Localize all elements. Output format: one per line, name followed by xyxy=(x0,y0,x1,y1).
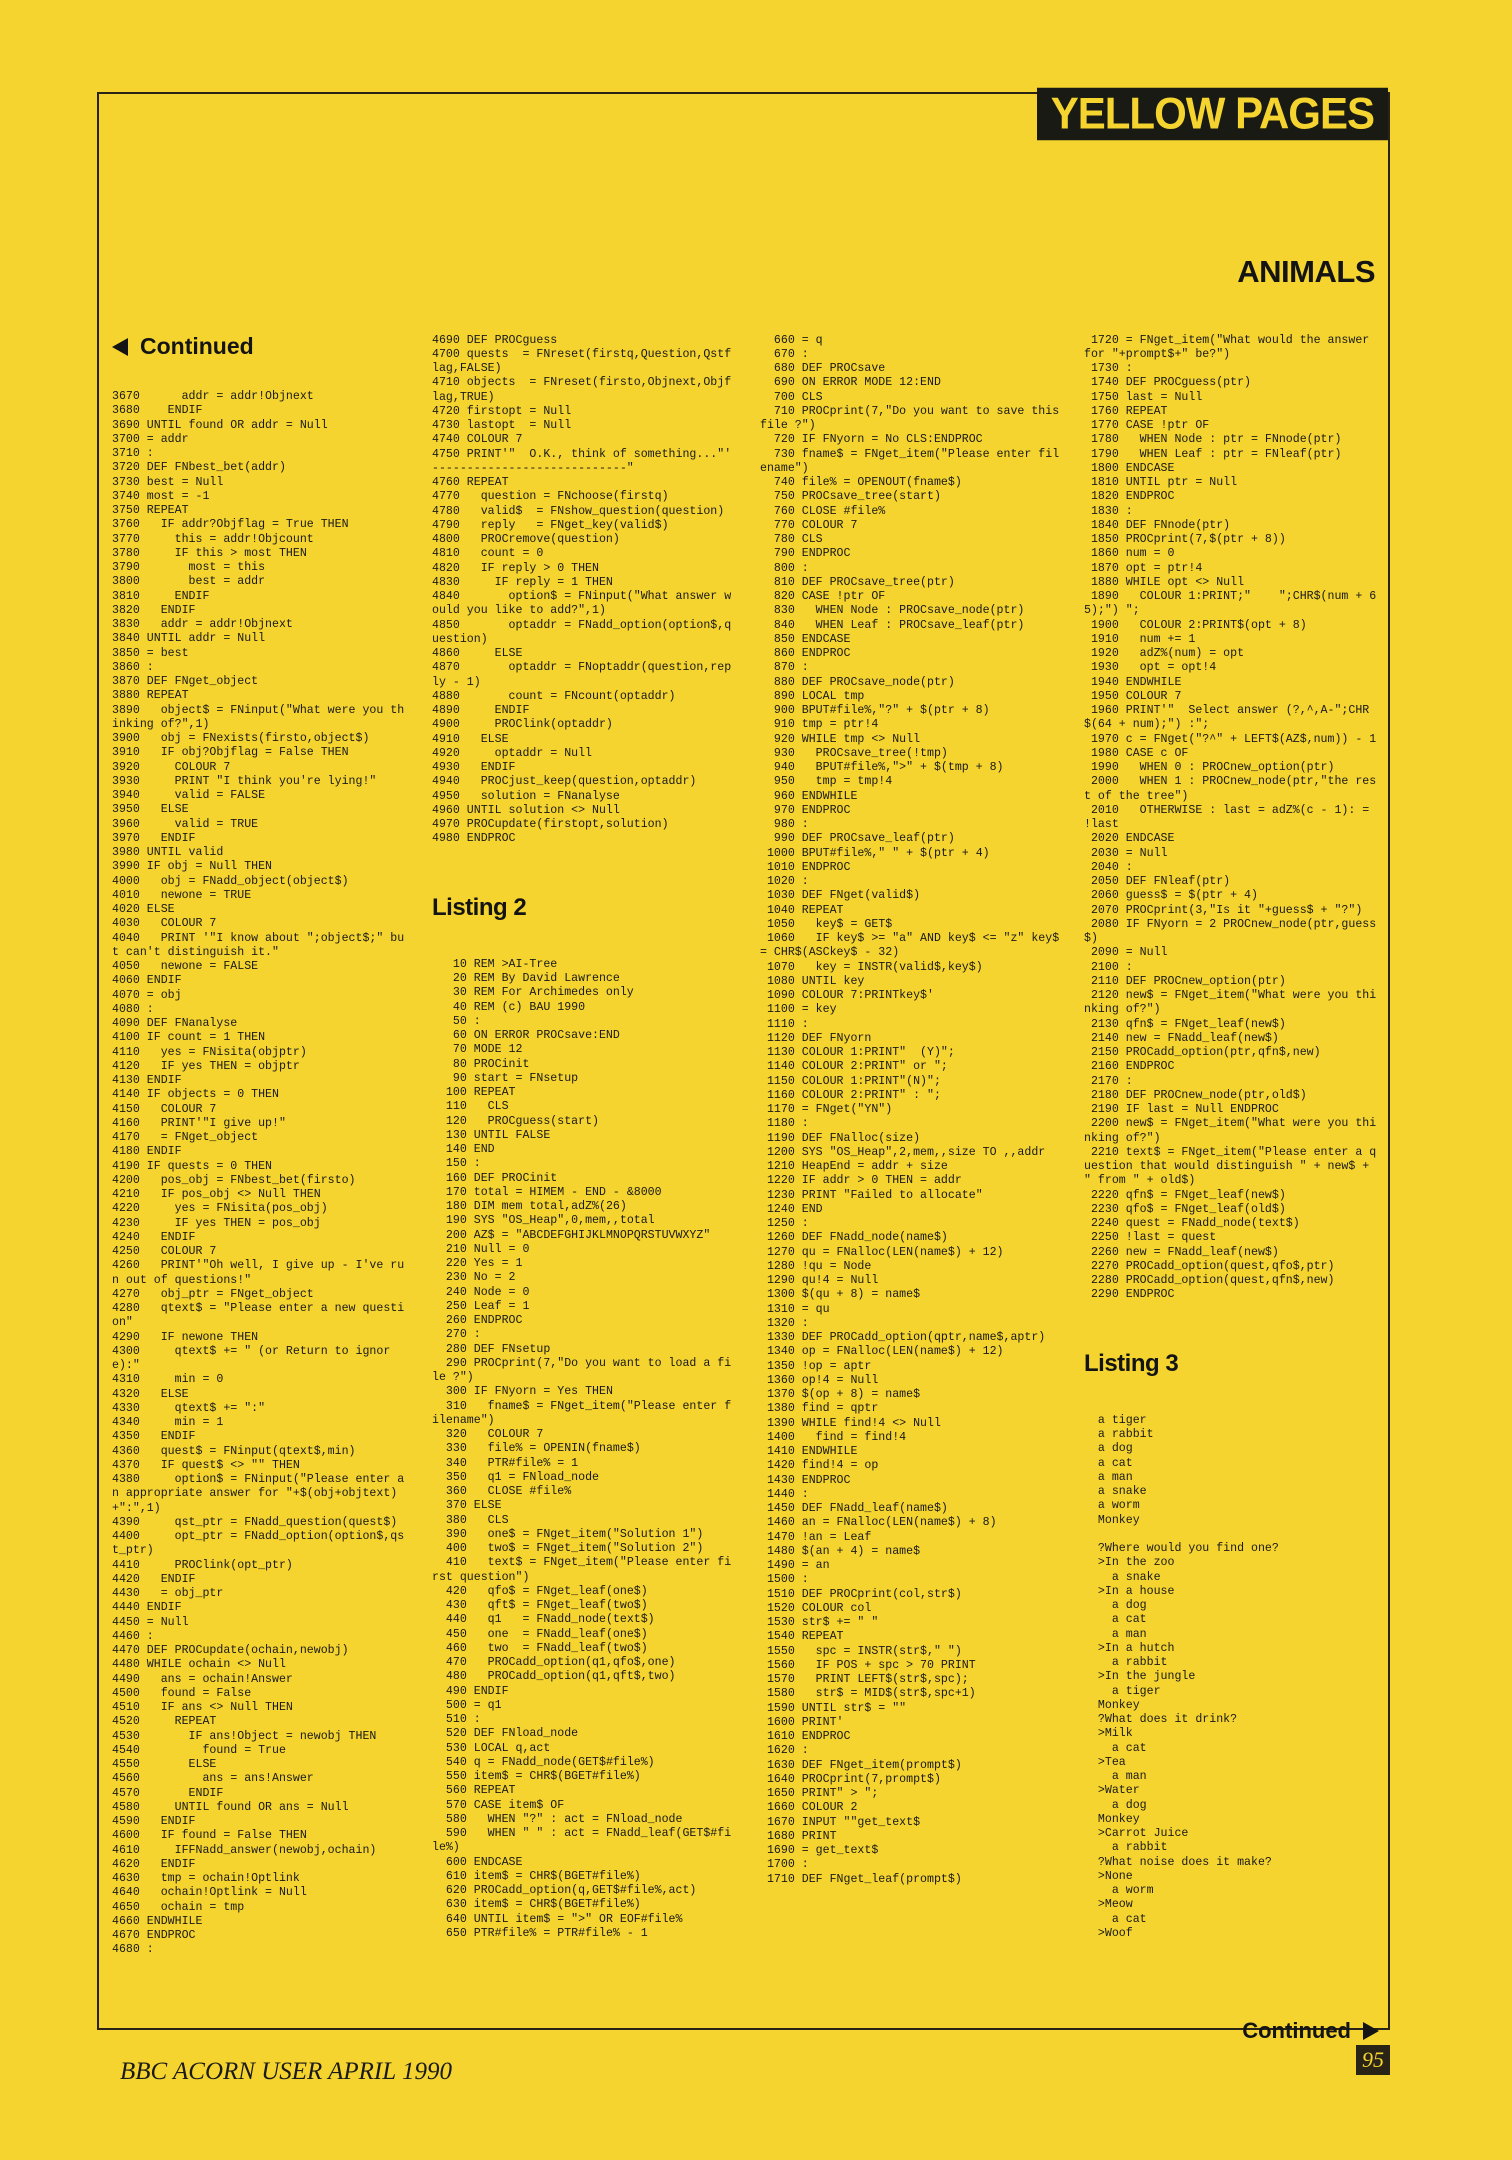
yellow-pages-banner: YELLOW PAGES xyxy=(1037,88,1388,141)
section-title: ANIMALS xyxy=(1237,254,1375,289)
continued-label: Continued xyxy=(140,333,254,360)
code-column-4 xyxy=(1084,305,1380,2015)
code-column-2 xyxy=(432,305,732,2015)
arrow-right-icon xyxy=(1363,2022,1379,2040)
magazine-footer: BBC ACORN USER APRIL 1990 xyxy=(120,2058,452,2085)
listing-2-heading: Listing 2 xyxy=(432,894,527,921)
arrow-left-icon xyxy=(112,338,128,356)
listing3-data: a tiger a rabbit a dog a cat a man a snake a worm Monkey ?Where would you find one? >In the zoo a snake >In a house a dog a cat a man >In a hutch a rabbit >In the jungle a tiger Monkey ?What does it drink? >Milk a cat >Tea a man >Water a dog Monkey >Carrot Juice a rabbit ?What noise does it make? >None a worm >Meow a cat >Woof xyxy=(1097,1413,1279,1940)
listing2-code-part-b: 660 = q 670 : 680 DEF PROCsave 690 ON ERROR MODE 12:END 700 CLS 710 PROCprint(7,"Do you want to save this file ?") 720 IF FNyorn = No CLS:ENDPROC 730 fname$ = FNget_item("Please enter filename") 740 file% = OPENOUT(fname$) 750 PROCsave_tree(start) 760 CLOSE #file% 770 COLOUR 7 780 CLS 790 ENDPROC 800 : 810 DEF PROCsave_tree(ptr) 820 CASE !ptr OF 830 WHEN Node : PROCsave_node(ptr) 840 WHEN Leaf : PROCsave_leaf(ptr) 850 ENDCASE 860 ENDPROC 870 : 880 DEF PROCsave_node(ptr) 890 LOCAL tmp 900 BPUT#file%,"?" + $(ptr + 8) 910 tmp = ptr!4 920 WHILE tmp <> Null 930 PROCsave_tree(!tmp) 940 BPUT#file%,">" + $(tmp + 8) 950 tmp = tmp!4 960 ENDWHILE 970 ENDPROC 980 : 990 DEF PROCsave_leaf(ptr) 1000 BPUT#file%," " + $(ptr + 4) 1010 ENDPROC 1020 : 1030 DEF FNget(valid$) 1040 REPEAT 1050 key$ = GET$ 1060 IF key$ >= "a" AND key$ <= "z" key$ = CHR$(ASCkey$ - 32) 1070 key = INSTR(valid$,key$) 1080 UNTIL key 1090 COLOUR 7:PRINTkey$' 1100 = key 1110 : 1120 DEF FNyorn 1130 COLOUR 1:PRINT" (Y)"; 1140 COLOUR 2:PRINT" or "; 1150 COLOUR 1:PRINT"(N)"; 1160 COLOUR 2:PRINT" : "; 1170 = FNget("YN") 1180 : 1190 DEF FNalloc(size) 1200 SYS "OS_Heap",2,mem,,size TO ,,addr 1210 HeapEnd = addr + size 1220 IF addr > 0 THEN = addr 1230 PRINT "Failed to allocate" 1240 END 1250 : 1260 DEF FNadd_node(name$) 1270 qu = FNalloc(LEN(name$) + 12) 1280 !qu = Node 1290 qu!4 = Null 1300 $(qu + 8) = name$ 1310 = qu 1320 : 1330 DEF PROCadd_option(qptr,name$,aptr) 1340 op = FNalloc(LEN(name$) + 12) 1350 !op = aptr 1360 op!4 = Null 1370 $(op + 8) = name$ 1380 find = qptr 1390 WHILE find!4 <> Null 1400 find = find!4 1410 ENDWHILE 1420 find!4 = op 1430 ENDPROC 1440 : 1450 DEF FNadd_leaf(name$) 1460 an = FNalloc(LEN(name$) + 8) 1470 !an = Leaf 1480 $(an + 4) = name$ 1490 = an 1500 : 1510 DEF PROCprint(col,str$) 1520 COLOUR col 1530 str$ += " " 1540 REPEAT 1550 spc = INSTR(str$," ") 1560 IF POS + spc > 70 PRINT 1570 PRINT LEFT$(str$,spc); 1580 str$ = MID$(str$,spc+1) 1590 UNTIL str$ = "" 1600 PRINT' 1610 ENDPROC 1620 : 1630 DEF FNget_item(prompt$) 1640 PROCprint(7,prompt$) 1650 PRINT" > "; 1660 COLOUR 2 1670 INPUT ""get_text$ 1680 PRINT 1690 = get_text$ 1700 : 1710 DEF FNget_leaf(prompt$) xyxy=(760,333,1060,1886)
code-column-1 xyxy=(112,305,407,2015)
code-column-3 xyxy=(760,305,1060,2015)
continued-top-marker xyxy=(112,334,407,360)
listing-3-heading: Listing 3 xyxy=(1084,1350,1179,1377)
listing1-code-part-b: 4690 DEF PROCguess 4700 quests = FNreset(firstq,Question,Qstflag,FALSE) 4710 objects = FNreset(firsto,Objnext,Objflag,TRUE) 4720 firstopt = Null 4730 lastopt = Null 4740 COLOUR 7 4750 PRINT'" O.K., think of something..."' ----------------------------" 4760 REPEAT 4770 question = FNchoose(firstq) 4780 valid$ = FNshow_question(question) 4790 reply = FNget_key(valid$) 4800 PROCremove(question) 4810 count = 0 4820 IF reply > 0 THEN 4830 IF reply = 1 THEN 4840 option$ = FNinput("What answer would you like to add?",1) 4850 optaddr = FNadd_option(option$,question) 4860 ELSE 4870 optaddr = FNoptaddr(question,reply - 1) 4880 count = FNcount(optaddr) 4890 ENDIF 4900 PROClink(optaddr) 4910 ELSE 4920 optaddr = Null 4930 ENDIF 4940 PROCjust_keep(question,optaddr) 4950 solution = FNanalyse 4960 UNTIL solution <> Null 4970 PROCupdate(firstopt,solution) 4980 ENDPROC xyxy=(432,333,732,846)
listing1-code-part-a: 3670 addr = addr!Objnext 3680 ENDIF 3690 UNTIL found OR addr = Null 3700 = addr 3710 : 3720 DEF FNbest_bet(addr) 3730 best = Null 3740 most = -1 3750 REPEAT 3760 IF addr?Objflag = True THEN 3770 this = addr!Objcount 3780 IF this > most THEN 3790 most = this 3800 best = addr 3810 ENDIF 3820 ENDIF 3830 addr = addr!Objnext 3840 UNTIL addr = Null 3850 = best 3860 : 3870 DEF FNget_object 3880 REPEAT 3890 object$ = FNinput("What were you thinking of?",1) 3900 obj = FNexists(firsto,object$) 3910 IF obj?Objflag = False THEN 3920 COLOUR 7 3930 PRINT "I think you're lying!" 3940 valid = FALSE 3950 ELSE 3960 valid = TRUE 3970 ENDIF 3980 UNTIL valid 3990 IF obj = Null THEN 4000 obj = FNadd_object(object$) 4010 newone = TRUE 4020 ELSE 4030 COLOUR 7 4040 PRINT '"I know about ";object$;" but can't distinguish it." 4050 newone = FALSE 4060 ENDIF 4070 = obj 4080 : 4090 DEF FNanalyse 4100 IF count = 1 THEN 4110 yes = FNisita(objptr) 4120 IF yes THEN = objptr 4130 ENDIF 4140 IF objects = 0 THEN 4150 COLOUR 7 4160 PRINT'"I give up!" 4170 = FNget_object 4180 ENDIF 4190 IF quests = 0 THEN 4200 pos_obj = FNbest_bet(firsto) 4210 IF pos_obj <> Null THEN 4220 yes = FNisita(pos_obj) 4230 IF yes THEN = pos_obj 4240 ENDIF 4250 COLOUR 7 4260 PRINT'"Oh well, I give up - I've run out of questions!" 4270 obj_ptr = FNget_object 4280 qtext$ = "Please enter a new question" 4290 IF newone THEN 4300 qtext$ += " (or Return to ignore):" 4310 min = 0 4320 ELSE 4330 qtext$ += ":" 4340 min = 1 4350 ENDIF 4360 quest$ = FNinput(qtext$,min) 4370 IF quest$ <> "" THEN 4380 option$ = FNinput("Please enter an appropriate answer for "+$(obj+objtext)+":",1) 4390 qst_ptr = FNadd_question(quest$) 4400 opt_ptr = FNadd_option(option$,qst_ptr) 4410 PROClink(opt_ptr) 4420 ENDIF 4430 = obj_ptr 4440 ENDIF 4450 = Null 4460 : 4470 DEF PROCupdate(ochain,newobj) 4480 WHILE ochain <> Null 4490 ans = ochain!Answer 4500 found = False 4510 IF ans <> Null THEN 4520 REPEAT 4530 IF ans!Object = newobj THEN 4540 found = True 4550 ELSE 4560 ans = ans!Answer 4570 ENDIF 4580 UNTIL found OR ans = Null 4590 ENDIF 4600 IF found = False THEN 4610 IFFNadd_answer(newobj,ochain) 4620 ENDIF 4630 tmp = ochain!Optlink 4640 ochain!Optlink = Null 4650 ochain = tmp 4660 ENDWHILE 4670 ENDPROC 4680 : xyxy=(112,390,405,1957)
continued-label: Continued xyxy=(1242,2018,1351,2043)
listing2-code-part-c: 1720 = FNget_item("What would the answer for "+prompt$+" be?") 1730 : 1740 DEF PROCguess(ptr) 1750 last = Null 1760 REPEAT 1770 CASE !ptr OF 1780 WHEN Node : ptr = FNnode(ptr) 1790 WHEN Leaf : ptr = FNleaf(ptr) 1800 ENDCASE 1810 UNTIL ptr = Null 1820 ENDPROC 1830 : 1840 DEF FNnode(ptr) 1850 PROCprint(7,$(ptr + 8)) 1860 num = 0 1870 opt = ptr!4 1880 WHILE opt <> Null 1890 COLOUR 1:PRINT;" ";CHR$(num + 65);") "; 1900 COLOUR 2:PRINT$(opt + 8) 1910 num += 1 1920 adZ%(num) = opt 1930 opt = opt!4 1940 ENDWHILE 1950 COLOUR 7 1960 PRINT'" Select answer (?,^,A-";CHR$(64 + num);") :"; 1970 c = FNget("?^" + LEFT$(AZ$,num)) - 1 1980 CASE c OF 1990 WHEN 0 : PROCnew_option(ptr) 2000 WHEN 1 : PROCnew_node(ptr,"the rest of the tree") 2010 OTHERWISE : last = adZ%(c - 1): = !last 2020 ENDCASE 2030 = Null 2040 : 2050 DEF FNleaf(ptr) 2060 guess$ = $(ptr + 4) 2070 PROCprint(3,"Is it "+guess$ + "?") 2080 IF FNyorn = 2 PROCnew_node(ptr,guess$) 2090 = Null 2100 : 2110 DEF PROCnew_option(ptr) 2120 new$ = FNget_item("What were you thinking of?") 2130 qfn$ = FNget_leaf(new$) 2140 new = FNadd_leaf(new$) 2150 PROCadd_option(ptr,qfn$,new) 2160 ENDPROC 2170 : 2180 DEF PROCnew_node(ptr,old$) 2190 IF last = Null ENDPROC 2200 new$ = FNget_item("What were you thinking of?") 2210 text$ = FNget_item("Please enter a question that would distinguish " + new$ + " from " + old$) 2220 qfn$ = FNget_leaf(new$) 2230 qfo$ = FNget_leaf(old$) 2240 quest = FNadd_node(text$) 2250 !last = quest 2260 new = FNadd_leaf(new$) 2270 PROCadd_option(quest,qfo$,ptr) 2280 PROCadd_option(quest,qfn$,new) 2290 ENDPROC xyxy=(1084,333,1377,1302)
continued-bottom-marker xyxy=(1242,2018,1379,2044)
page-number: 95 xyxy=(1356,2045,1390,2075)
listing2-code-part-a: 10 REM >AI-Tree 20 REM By David Lawrence 30 REM For Archimedes only 40 REM (c) BAU 1990 50 : 60 ON ERROR PROCsave:END 70 MODE 12 80 PROCinit 90 start = FNsetup 100 REPEAT 110 CLS 120 PROCguess(start) 130 UNTIL FALSE 140 END 150 : 160 DEF PROCinit 170 total = HIMEM - END - &8000 180 DIM mem total,adZ%(26) 190 SYS "OS_Heap",0,mem,,total 200 AZ$ = "ABCDEFGHIJKLMNOPQRSTUVWXYZ" 210 Null = 0 220 Yes = 1 230 No = 2 240 Node = 0 250 Leaf = 1 260 ENDPROC 270 : 280 DEF FNsetup 290 PROCprint(7,"Do you want to load a file ?") 300 IF FNyorn = Yes THEN 310 fname$ = FNget_item("Please enter filename") 320 COLOUR 7 330 file% = OPENIN(fname$) 340 PTR#file% = 1 350 q1 = FNload_node 360 CLOSE #file% 370 ELSE 380 CLS 390 one$ = FNget_item("Solution 1") 400 two$ = FNget_item("Solution 2") 410 text$ = FNget_item("Please enter first question") 420 qfo$ = FNget_leaf(one$) 430 qft$ = FNget_leaf(two$) 440 q1 = FNadd_node(text$) 450 one = FNadd_leaf(one$) 460 two = FNadd_leaf(two$) 470 PROCadd_option(q1,qfo$,one) 480 PROCadd_option(q1,qft$,two) 490 ENDIF 500 = q1 510 : 520 DEF FNload_node 530 LOCAL q,act 540 q = FNadd_node(GET$#file%) 550 item$ = CHR$(BGET#file%) 560 REPEAT 570 CASE item$ OF 580 WHEN "?" : act = FNload_node 590 WHEN " " : act = FNadd_leaf(GET$#file%) 600 ENDCASE 610 item$ = CHR$(BGET#file%) 620 PROCadd_option(q,GET$#file%,act) 630 item$ = CHR$(BGET#file%) 640 UNTIL item$ = ">" OR EOF#file% 650 PTR#file% = PTR#file% - 1 xyxy=(432,957,732,1940)
